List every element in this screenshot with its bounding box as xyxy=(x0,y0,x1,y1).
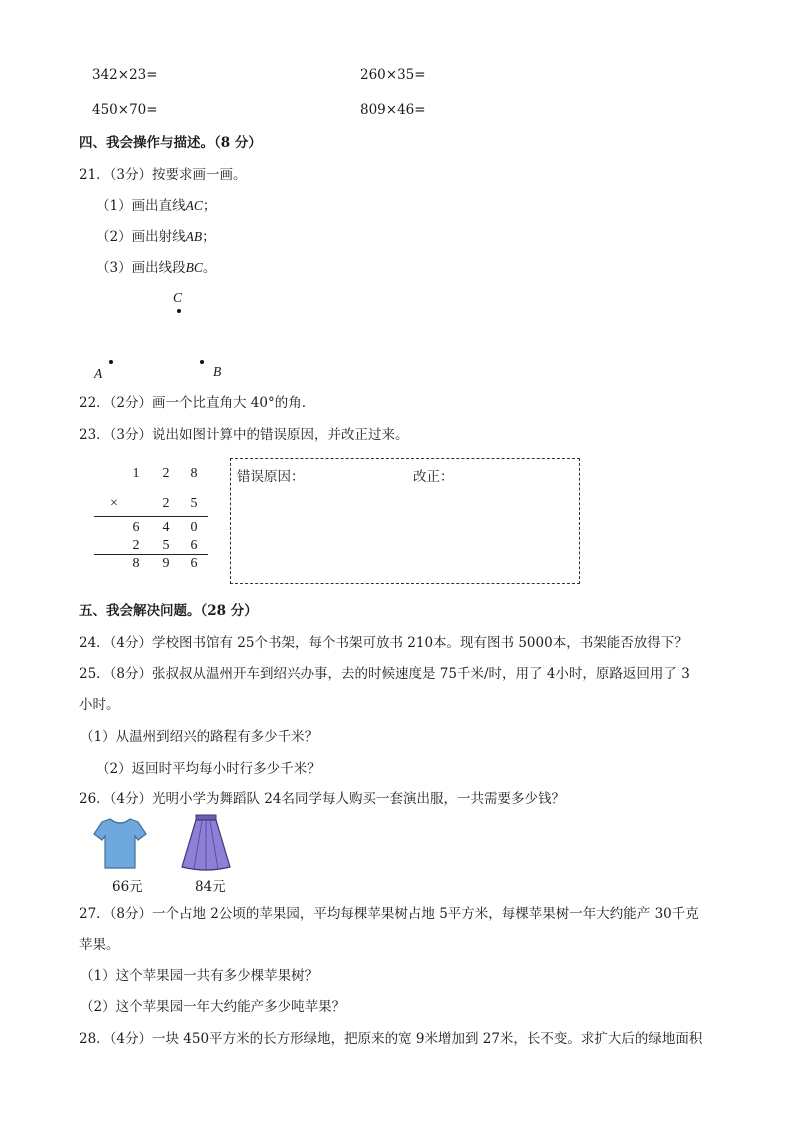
point-c-label: C xyxy=(173,290,183,305)
point-a-label: A xyxy=(94,366,103,381)
skirt-icon xyxy=(180,813,232,871)
point-a-dot xyxy=(109,360,113,364)
q21-stem: 21．（3分）按要求画一画。 xyxy=(79,167,247,183)
calc-problem-2: 260×35= xyxy=(360,67,426,83)
q25-sub-2: （2）返回时平均每小时行多少千米？ xyxy=(96,761,321,777)
q22-stem: 22．（2分）画一个比直角大 40°的角. xyxy=(79,395,307,411)
q27-sub-2: （2）这个苹果园一年大约能产多少吨苹果？ xyxy=(80,999,346,1015)
error-reason-label: 错误原因： xyxy=(237,469,305,485)
digit: 2 xyxy=(132,538,140,553)
skirt-price: 84元 xyxy=(195,879,226,895)
digit: 6 xyxy=(190,556,198,571)
digit: 5 xyxy=(190,496,198,511)
calc-problem-1: 342×23= xyxy=(92,67,158,83)
q21-item-2: （2）画出射线AB； xyxy=(96,229,216,245)
section-5-title: 五、我会解决问题。（28 分） xyxy=(79,603,258,619)
digit: 5 xyxy=(162,538,170,553)
digit: 8 xyxy=(190,466,198,481)
digit: 8 xyxy=(132,556,140,571)
answer-box[interactable] xyxy=(230,458,580,584)
shirt-price: 66元 xyxy=(112,879,143,895)
q27-stem-line1: 27．（8分）一个占地 2公顷的苹果园，平均每棵苹果树占地 5平方米，每棵苹果树一年大约能产 30千克 xyxy=(79,906,699,922)
calc-problem-4: 809×46= xyxy=(360,102,426,118)
digit: 6 xyxy=(190,538,198,553)
digit: 2 xyxy=(162,466,170,481)
section-4-title: 四、我会操作与描述。（8 分） xyxy=(79,135,262,151)
digit: 0 xyxy=(190,520,198,535)
tshirt-icon xyxy=(92,816,148,870)
divider-line xyxy=(94,516,208,517)
q21-item-3: （3）画出线段BC。 xyxy=(96,260,217,276)
multiply-sign: × xyxy=(110,496,118,511)
q24-stem: 24．（4分）学校图书馆有 25个书架，每个书架可放书 210本。现有图书 5000本，书架能否放得下？ xyxy=(79,635,688,651)
digit: 1 xyxy=(132,466,140,481)
point-b-label: B xyxy=(213,364,222,379)
point-b-dot xyxy=(200,360,204,364)
q25-sub-1: （1）从温州到绍兴的路程有多少千米？ xyxy=(80,729,319,745)
q23-stem: 23．（3分）说出如图计算中的错误原因，并改正过来。 xyxy=(79,427,409,443)
correction-label: 改正： xyxy=(413,469,454,485)
digit: 9 xyxy=(162,556,170,571)
q25-stem-line2: 小时。 xyxy=(79,697,120,713)
q27-stem-line2: 苹果。 xyxy=(79,937,120,953)
q28-stem: 28．（4分）一块 450平方米的长方形绿地，把原来的宽 9米增加到 27米，长不变。求扩大后的绿地面积 xyxy=(79,1031,703,1047)
digit: 6 xyxy=(132,520,140,535)
calc-problem-3: 450×70= xyxy=(92,102,158,118)
point-c-dot xyxy=(177,309,181,313)
divider-line xyxy=(94,554,208,555)
digit: 2 xyxy=(162,496,170,511)
vertical-multiplication xyxy=(92,462,208,576)
q25-stem-line1: 25．（8分）张叔叔从温州开车到绍兴办事，去的时候速度是 75千米/时，用了 4小时，原路返回用了 3 xyxy=(79,666,690,682)
q27-sub-1: （1）这个苹果园一共有多少棵苹果树？ xyxy=(80,968,319,984)
digit: 4 xyxy=(162,520,170,535)
q26-stem: 26．（4分）光明小学为舞蹈队 24名同学每人购买一套演出服，一共需要多少钱？ xyxy=(79,791,565,807)
q21-item-1: （1）画出直线AC； xyxy=(96,198,217,214)
